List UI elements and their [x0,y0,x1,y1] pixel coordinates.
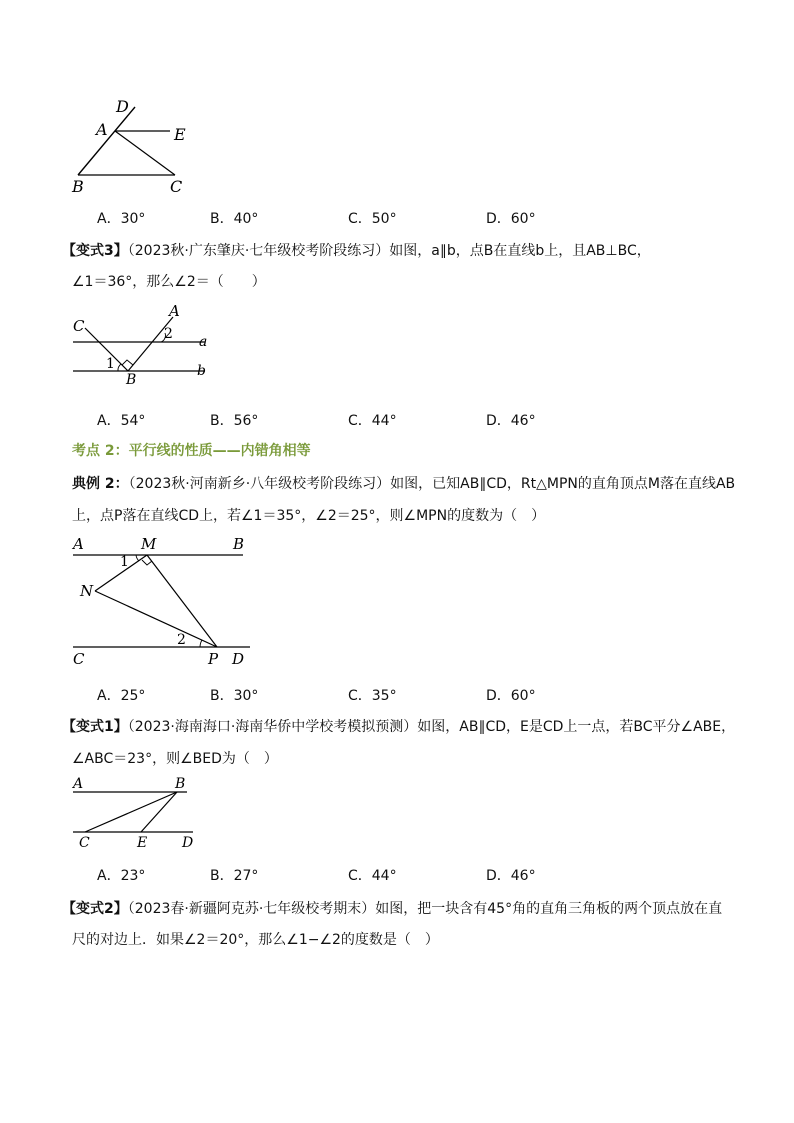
variant3-tag: 【变式3】 [62,243,128,259]
variant2-line1 [62,898,722,918]
label-angle-1: 1 [106,356,115,372]
option-a[interactable]: A．30° [97,211,146,227]
figure-triangle-abc [60,95,210,195]
variant3-line2: ∠1＝36°，那么∠2＝（ ） [72,274,266,290]
label-C: C [170,177,183,195]
variant1-text1: （2023·海南海口·海南华侨中学校考模拟预测）如图，AB∥CD，E是CD上一点，若BC平分∠ABE， [127,719,736,735]
label-b: b [197,363,206,379]
figure-mpn [65,533,265,673]
label-A: A [73,776,84,792]
variant1-option-b[interactable]: B．27° [210,868,259,884]
label-angle-2: 2 [164,326,173,342]
option-d[interactable]: D．60° [486,211,536,227]
label-C: C [73,650,85,668]
example2-option-d[interactable]: D．60° [486,688,536,704]
variant2-tag: 【变式2】 [62,901,128,917]
variant3-line1 [62,240,651,260]
label-C: C [73,317,85,335]
label-A: A [169,302,180,320]
variant1-line2: ∠ABC＝23°，则∠BED为（ ） [72,751,278,767]
example2-option-a[interactable]: A．25° [97,688,146,704]
variant2-line2: 尺的对边上．如果∠2＝20°，那么∠1−∠2的度数是（ ） [72,932,439,948]
label-a: a [199,334,208,350]
label-P: P [208,650,219,668]
variant1-option-c[interactable]: C．44° [348,868,397,884]
section-heading-kd2: 考点 2：平行线的性质——内错角相等 [72,443,311,459]
variant3-option-d[interactable]: D．46° [486,413,536,429]
example2-option-c[interactable]: C．35° [348,688,397,704]
label-B: B [175,776,186,792]
label-D: D [116,97,129,116]
label-A: A [73,535,84,553]
label-D: D [232,650,245,668]
label-C: C [79,835,90,851]
variant1-option-a[interactable]: A．23° [97,868,146,884]
example2-option-b[interactable]: B．30° [210,688,259,704]
label-B: B [233,535,245,553]
variant3-option-c[interactable]: C．44° [348,413,397,429]
label-B: B [126,372,137,388]
label-D: D [182,835,194,851]
variant3-option-b[interactable]: B．56° [210,413,259,429]
variant1-line1 [62,716,735,736]
option-c[interactable]: C．50° [348,211,397,227]
option-b[interactable]: B．40° [210,211,259,227]
example2-line2: 上，点P落在直线CD上，若∠1＝35°，∠2＝25°，则∠MPN的度数为（ ） [72,508,546,524]
label-E: E [174,125,186,144]
figure-abcde [65,772,215,854]
variant1-tag: 【变式1】 [62,719,128,735]
label-M: M [141,535,157,553]
label-E: E [137,835,148,851]
variant3-option-a[interactable]: A．54° [97,413,146,429]
example2-text1: （2023秋·河南新乡·八年级校考阶段练习）如图，已知AB∥CD，Rt△MPN的直角顶点M落在直线AB [128,476,736,492]
figure-parallel-ab [65,300,225,390]
label-A: A [96,120,108,139]
label-B: B [72,177,84,195]
variant2-text1: （2023春·新疆阿克苏·七年级校考期末）如图，把一块含有45°角的直角三角板的两个顶点放在直 [127,901,723,917]
example2-tag: 典例 2： [72,476,129,492]
label-angle-1: 1 [120,554,129,570]
label-N: N [80,582,94,600]
variant3-text1: （2023秋·广东肇庆·七年级校考阶段练习）如图，a∥b，点B在直线b上，且AB⊥BC， [127,243,651,259]
label-angle-2: 2 [177,632,186,648]
variant1-option-d[interactable]: D．46° [486,868,536,884]
example2-line1 [72,473,735,493]
